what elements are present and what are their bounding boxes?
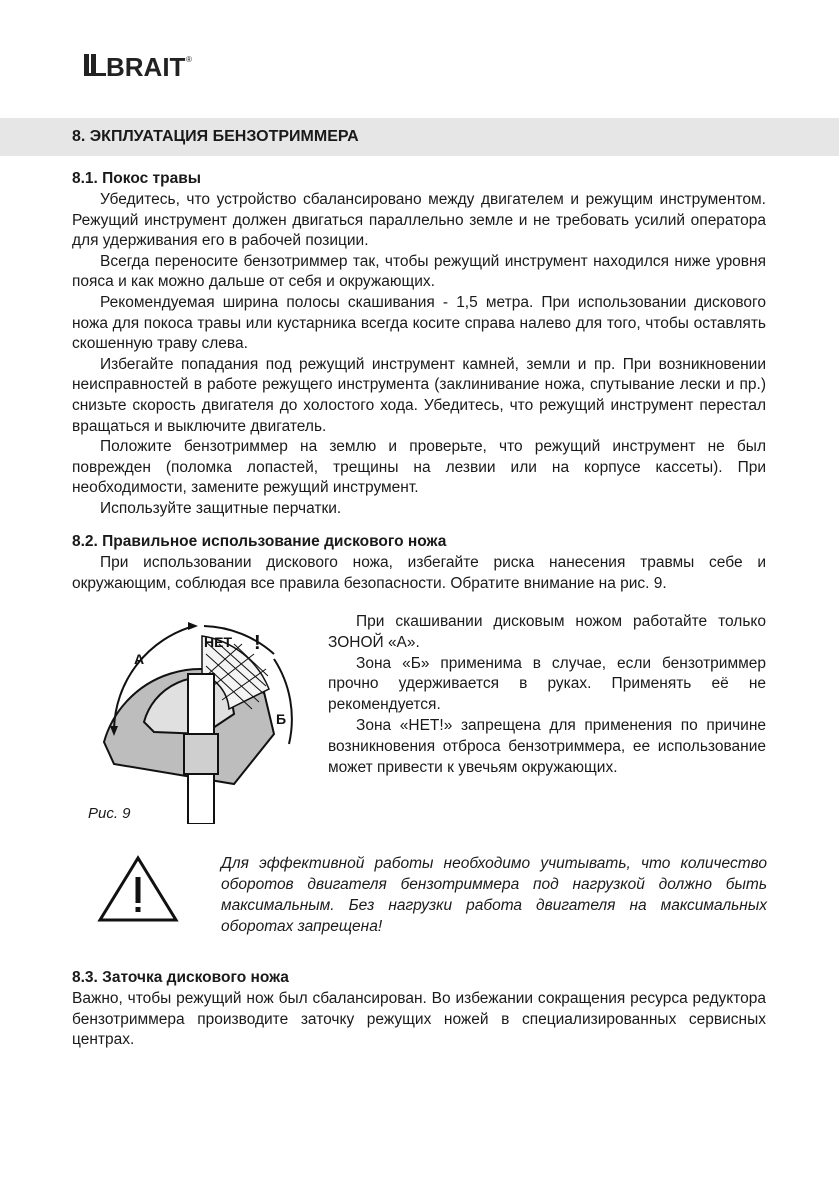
paragraph: Зона «НЕТ!» запрещена для применения по причине возникновения отброса бензотриммера, ее использование может привести к увечьям окружающих.	[328, 716, 766, 776]
zone-b-arc	[274, 659, 292, 744]
label-zone-a: А	[134, 651, 145, 667]
figure-description	[328, 612, 766, 778]
label-exclamation: !	[254, 632, 261, 654]
subsection-body-8-3	[72, 989, 766, 1051]
subsection-title-8-1: 8.1. Покос травы	[72, 170, 201, 187]
paragraph: Всегда переносите бензотриммер так, чтобы режущий инструмент находился ниже уровня пояса и как можно дальше от себя и окружающих.	[72, 252, 766, 291]
gearbox	[184, 734, 218, 774]
warning-bar	[136, 877, 141, 903]
subsection-title-8-3: 8.3. Заточка дискового ножа	[72, 969, 289, 986]
subsection-title-8-2: 8.2. Правильное использование дискового ножа	[72, 533, 447, 550]
logo-bar-1	[84, 54, 89, 76]
paragraph: Избегайте попадания под режущий инструмент камней, земли и пр. При возникновении неисправностей в работе режущего инструмента (заклинивание ножа, спутывание лески и пр.) снизьте скорость двигателя до холостого хода. Убедитесь, что режущий инструмент перестал вращаться и выключите двигатель.	[72, 355, 766, 435]
warning-text: Для эффективной работы необходимо учитывать, что количество оборотов двигателя бензотриммера под нагрузкой должно быть максимальным. Без нагрузки работа двигателя на максимальных оборотах запрещена!	[221, 855, 767, 935]
figure-9-cutting-zones	[84, 614, 294, 829]
logo-base	[84, 73, 106, 76]
paragraph: Убедитесь, что устройство сбалансировано между двигателем и режущим инструментом. Режущий инструмент должен двигаться параллельно земле и не требовать усилий оператора для удерживания его в рабочей позиции.	[72, 191, 766, 250]
figure-caption: Рис. 9	[88, 805, 131, 822]
logo-text: BRAIT	[106, 52, 186, 80]
subsection-body-8-2	[72, 553, 766, 594]
label-net: НЕТ	[204, 634, 232, 650]
paragraph: При использовании дискового ножа, избегайте риска нанесения травмы себе и окружающим, соблюдая все правила безопасности. Обратите внимание на рис. 9.	[72, 554, 766, 592]
warning-dot	[136, 907, 141, 912]
paragraph: При скашивании дисковым ножом работайте только ЗОНОЙ «А».	[328, 613, 766, 651]
paragraph: Зона «Б» применима в случае, если бензотриммер прочно удерживается в руках. Применять её не рекомендуется.	[328, 654, 766, 714]
paragraph: Важно, чтобы режущий нож был сбалансирован. Во избежании сокращения ресурса редуктора бензотриммера производите заточку режущих ножей в специализированных сервисных центрах.	[72, 990, 766, 1049]
paragraph: Положите бензотриммер на землю и проверьте, что режущий инструмент не был поврежден (поломка лопастей, трещины на лезвии или на корпусе кассеты). При необходимости, замените режущий инструмент.	[72, 438, 766, 497]
paragraph: Рекомендуемая ширина полосы скашивания - 1,5 метра. При использовании дискового ножа для покоса травы или кустарника всегда косите справа налево для того, чтобы оставлять скошенную траву слева.	[72, 293, 766, 353]
paragraph: Используйте защитные перчатки.	[100, 499, 342, 517]
subsection-body-8-1	[72, 190, 766, 520]
section-title: 8. ЭКПЛУАТАЦИЯ БЕНЗОТРИММЕРА	[72, 128, 359, 145]
arrow-head	[188, 622, 198, 630]
logo-registered: ®	[186, 55, 192, 64]
warning-icon	[97, 855, 179, 928]
logo-bar-2	[91, 54, 96, 76]
brand-logo	[84, 50, 204, 85]
label-zone-b: Б	[276, 711, 287, 727]
